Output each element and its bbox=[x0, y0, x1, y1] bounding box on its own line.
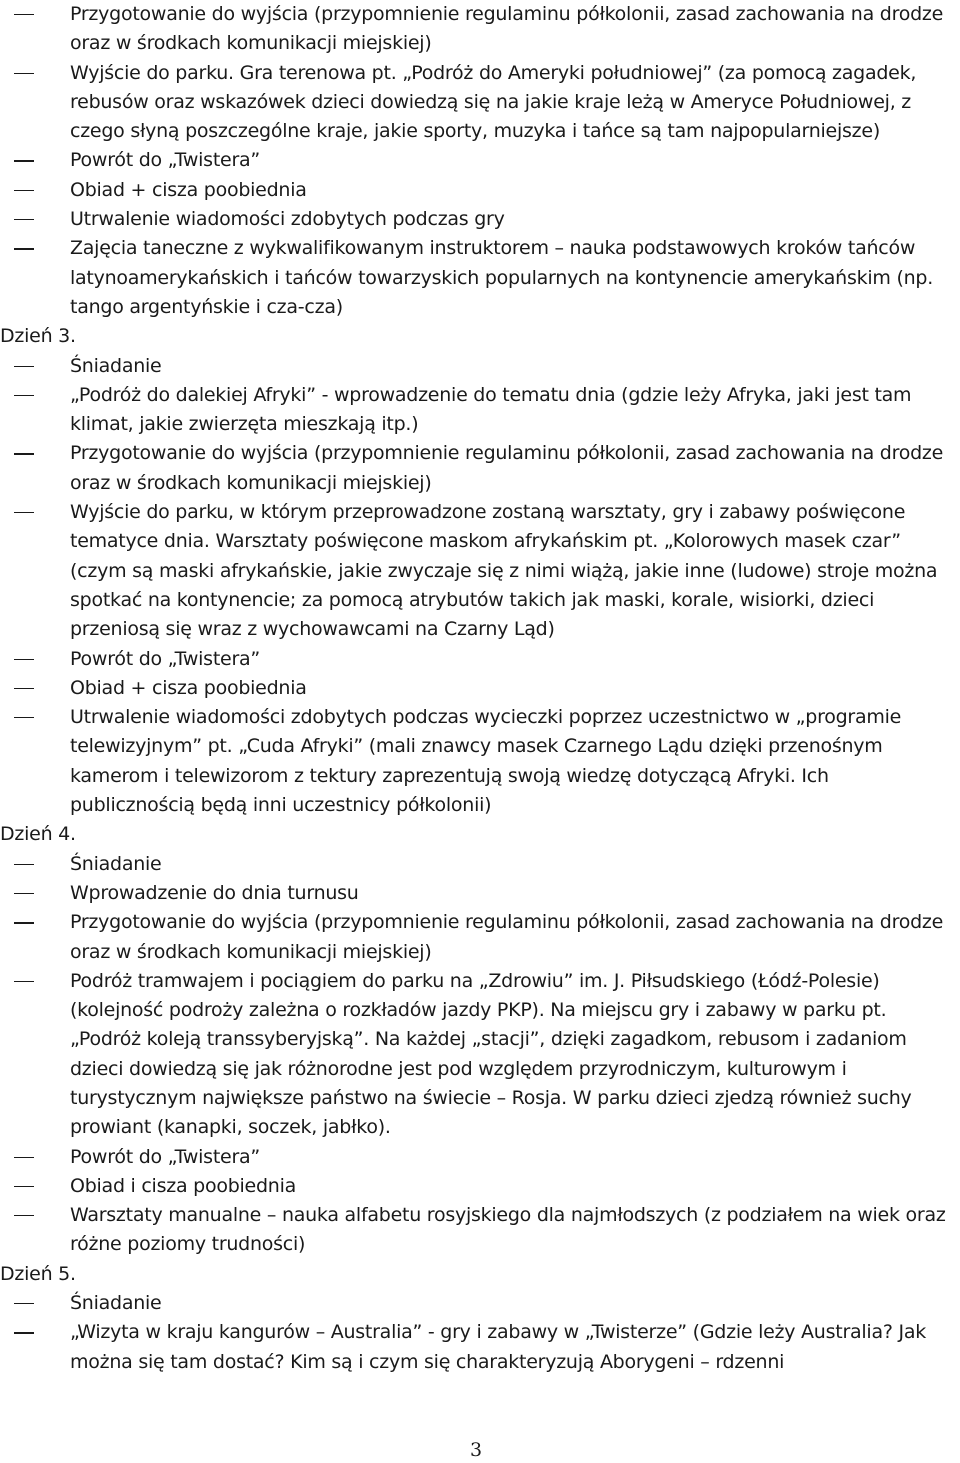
dash-bullet-icon bbox=[14, 922, 34, 923]
list-item bbox=[0, 439, 960, 498]
list-item-text: Powrót do „Twistera” bbox=[70, 149, 261, 172]
list-item-text: „Podróż do dalekiej Afryki” - wprowadzenie do tematu dnia (gdzie leży Afryka, jaki jest tam klimat, jakie zwierzęta mieszkają itp.) bbox=[70, 383, 912, 436]
list-item bbox=[0, 1172, 960, 1201]
day-heading: Dzień 3. bbox=[0, 325, 76, 348]
dash-bullet-icon bbox=[14, 688, 34, 689]
dash-bullet-icon bbox=[14, 659, 34, 660]
dash-bullet-icon bbox=[14, 366, 34, 367]
list-item-text: Przygotowanie do wyjścia (przypomnienie regulaminu półkolonii, zasad zachowania na drodze oraz w środkach komunikacji miejskiej) bbox=[70, 3, 944, 55]
dash-bullet-icon bbox=[14, 1303, 34, 1304]
dash-bullet-icon bbox=[14, 864, 34, 865]
list-item bbox=[0, 703, 960, 820]
list-item bbox=[0, 352, 960, 381]
list-item-text: Utrwalenie wiadomości zdobytych podczas gry bbox=[70, 208, 505, 231]
list-item bbox=[0, 1318, 960, 1377]
dash-bullet-icon bbox=[14, 219, 34, 220]
dash-bullet-icon bbox=[14, 14, 34, 15]
list-item-text: Obiad + cisza poobiednia bbox=[70, 178, 307, 201]
list-item-text: Powrót do „Twistera” bbox=[70, 647, 261, 670]
dash-bullet-icon bbox=[14, 1332, 34, 1333]
dash-bullet-icon bbox=[14, 190, 34, 191]
day-heading: Dzień 5. bbox=[0, 1262, 76, 1285]
list-item-text: Warsztaty manualne – nauka alfabetu rosyjskiego dla najmłodszych (z podziałem na wiek oraz różne poziomy trudności) bbox=[70, 1204, 946, 1256]
list-item bbox=[0, 850, 960, 879]
dash-bullet-icon bbox=[14, 395, 34, 396]
list-item bbox=[0, 0, 960, 59]
list-item bbox=[0, 908, 960, 967]
list-item bbox=[0, 879, 960, 908]
dash-bullet-icon bbox=[14, 893, 34, 894]
list-item bbox=[0, 1143, 960, 1172]
day-heading: Dzień 4. bbox=[0, 823, 76, 846]
list-item bbox=[0, 381, 960, 440]
list-item-text: Powrót do „Twistera” bbox=[70, 1145, 261, 1168]
list-item-text: Śniadanie bbox=[70, 1292, 162, 1315]
list-item bbox=[0, 205, 960, 234]
list-item bbox=[0, 59, 960, 147]
page-number: 3 bbox=[470, 1439, 483, 1461]
list-item-text: Śniadanie bbox=[70, 354, 162, 377]
dash-bullet-icon bbox=[14, 717, 34, 718]
dash-bullet-icon bbox=[14, 1186, 34, 1187]
dash-bullet-icon bbox=[14, 160, 34, 161]
list-item-text: „Wizyta w kraju kangurów – Australia” - gry i zabawy w „Twisterze” (Gdzie leży Australia? Jak można się tam dostać? Kim są i czym się charakteryzują Aborygeni – rdzenni bbox=[70, 1321, 926, 1373]
dash-bullet-icon bbox=[14, 1157, 34, 1158]
list-item-text: Obiad + cisza poobiednia bbox=[70, 676, 307, 699]
list-item-text: Przygotowanie do wyjścia (przypomnienie regulaminu półkolonii, zasad zachowania na drodze oraz w środkach komunikacji miejskiej) bbox=[70, 442, 944, 494]
list-item bbox=[0, 234, 960, 322]
dash-bullet-icon bbox=[14, 248, 34, 249]
dash-bullet-icon bbox=[14, 1215, 34, 1216]
dash-bullet-icon bbox=[14, 981, 34, 982]
list-item bbox=[0, 645, 960, 674]
list-item-text: Śniadanie bbox=[70, 852, 162, 875]
list-item-text: Zajęcia taneczne z wykwalifikowanym instruktorem – nauka podstawowych kroków tańców latynoamerykańskich i tańców towarzyskich popularnych na kontynencie amerykańskim (np. tango argentyńskie i cza-cza) bbox=[70, 237, 934, 318]
dash-bullet-icon bbox=[14, 73, 34, 74]
list-item bbox=[0, 176, 960, 205]
list-item-text: Wyjście do parku, w którym przeprowadzone zostaną warsztaty, gry i zabawy poświęcone tematyce dnia. Warsztaty poświęcone maskom afrykańskim pt. „Kolorowych masek czar” (czym są maski afrykańskie, jakie zwyczaje się z nimi wiążą, jakie inne (ludowe) stroje można spotkać na kontynencie; za pomocą atrybutów takich jak maski, korale, wisiorki, dzieci przeniosą się wraz z wychowawcami na Czarny Ląd) bbox=[70, 501, 938, 641]
list-item-text: Podróż tramwajem i pociągiem do parku na „Zdrowiu” im. J. Piłsudskiego (Łódź-Polesie) (kolejność podroży zależna o rozkładów jazdy PKP). Na miejscu gry i zabawy w parku pt. „Podróż koleją transsyberyjską”. Na każdej „stacji”, dzięki zagadkom, rebusom i zadaniom dzieci dowiedzą się jak różnorodne jest pod względem przyrodniczym, kulturowym i turystycznym największe państwo na świecie – Rosja. W parku dzieci zjedzą również suchy prowiant (kanapki, soczek, jabłko). bbox=[70, 969, 912, 1139]
list-item-text: Wyjście do parku. Gra terenowa pt. „Podróż do Ameryki południowej” (za pomocą zagadek, rebusów oraz wskazówek dzieci dowiedzą się na jakie kraje leżą w Ameryce Południowej, z czego słyną poszczególne kraje, jakie sporty, muzyka i tańce są tam najpopularniejsze) bbox=[70, 61, 917, 143]
list-item bbox=[0, 967, 960, 1143]
dash-bullet-icon bbox=[14, 512, 34, 513]
list-item-text: Przygotowanie do wyjścia (przypomnienie regulaminu półkolonii, zasad zachowania na drodze oraz w środkach komunikacji miejskiej) bbox=[70, 911, 944, 963]
list-item-text: Utrwalenie wiadomości zdobytych podczas wycieczki poprzez uczestnictwo w „programie telewizyjnym” pt. „Cuda Afryki” (mali znawcy masek Czarnego Lądu dzięki przenośnym kamerom i telewizorom z tektury zaprezentują swoją wiedzę dotyczącą Afryki. Ich publicznością będą inni uczestnicy półkolonii) bbox=[70, 706, 902, 817]
dash-bullet-icon bbox=[14, 453, 34, 454]
list-item bbox=[0, 146, 960, 175]
list-item bbox=[0, 498, 960, 644]
list-item-text: Wprowadzenie do dnia turnusu bbox=[70, 881, 359, 904]
list-item bbox=[0, 1289, 960, 1318]
list-item-text: Obiad i cisza poobiednia bbox=[70, 1174, 296, 1197]
list-item bbox=[0, 1201, 960, 1260]
list-item bbox=[0, 674, 960, 703]
